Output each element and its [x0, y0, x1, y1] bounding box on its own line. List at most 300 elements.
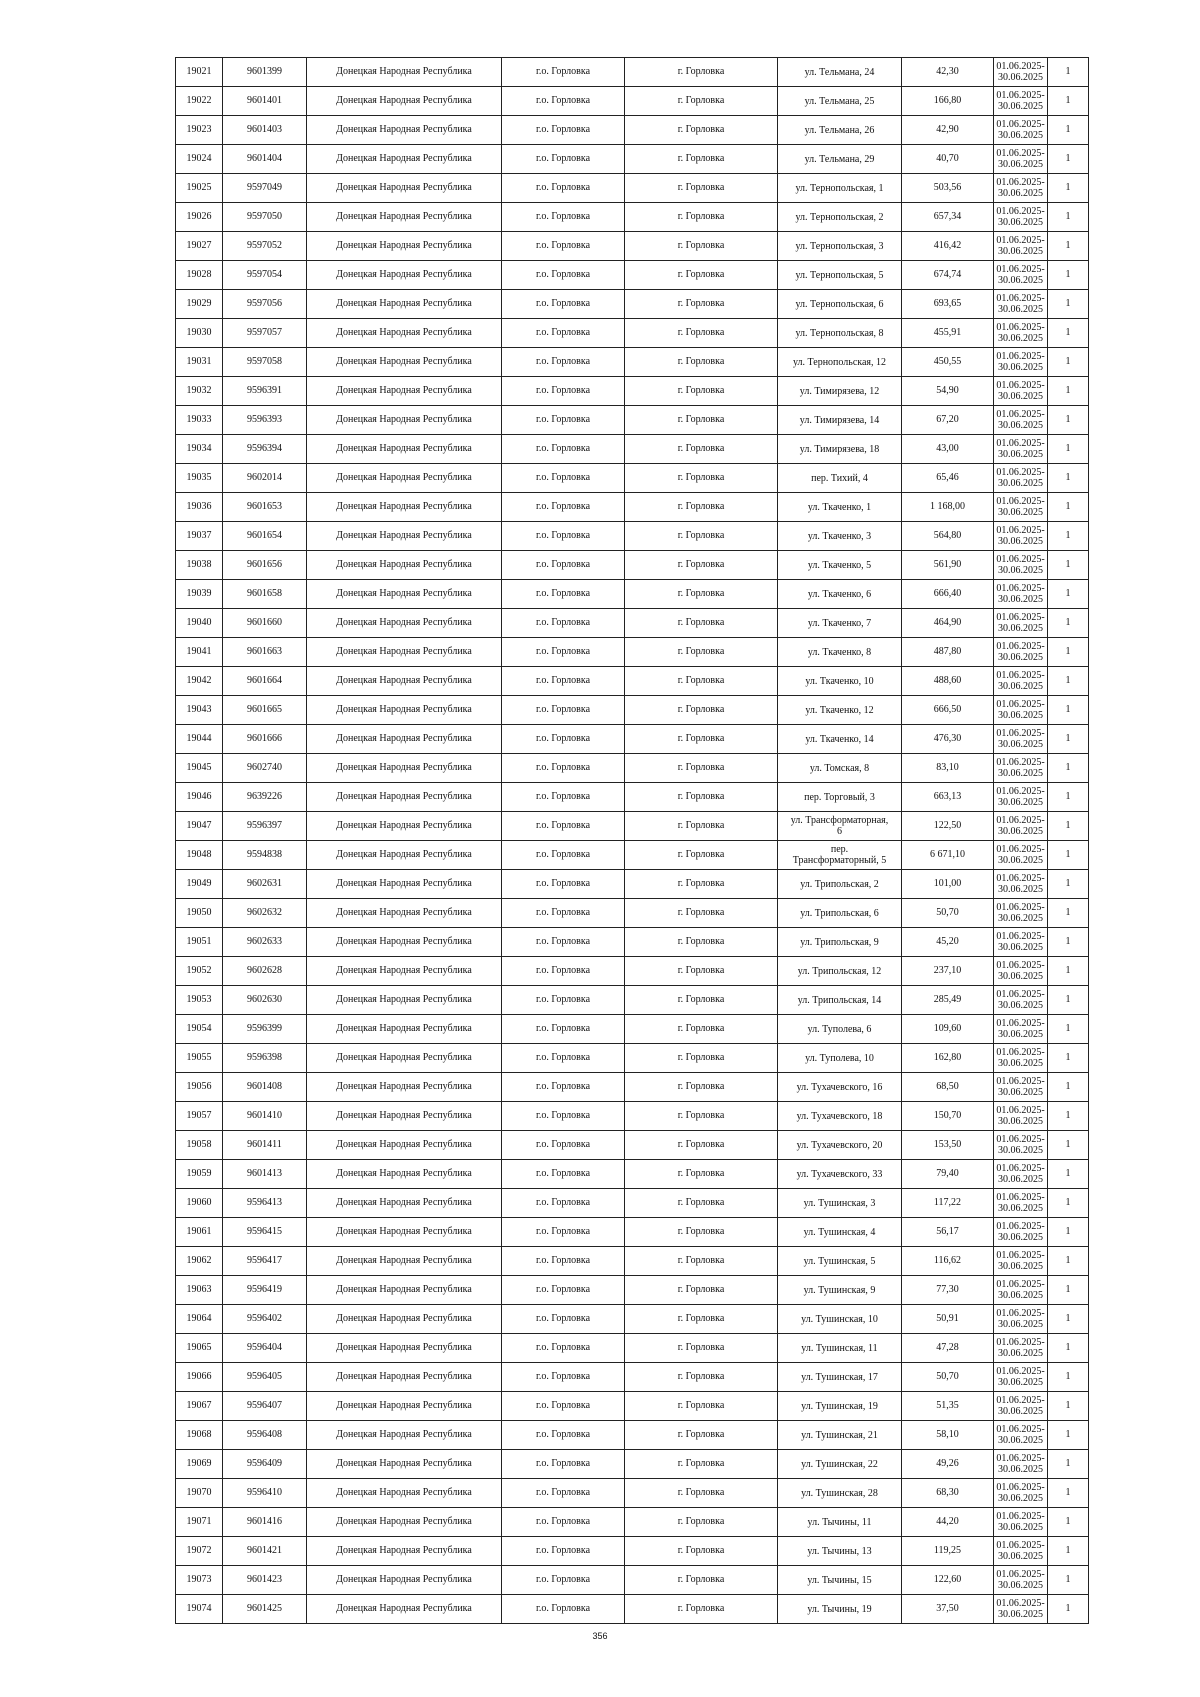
- cell-cadastral-id: 9596410: [223, 1479, 307, 1508]
- cell-region: Донецкая Народная Республика: [307, 1566, 502, 1595]
- cell-count: 1: [1048, 667, 1089, 696]
- cell-settlement: г. Горловка: [625, 899, 778, 928]
- cell-row-number: 19037: [176, 522, 223, 551]
- cell-municipality: г.о. Горловка: [502, 1595, 625, 1624]
- cell-street-address: ул. Тимирязева, 12: [778, 377, 902, 406]
- cell-area: 561,90: [902, 551, 994, 580]
- cell-street-address: ул. Тернопольская, 12: [778, 348, 902, 377]
- cell-area: 37,50: [902, 1595, 994, 1624]
- cell-municipality: г.о. Горловка: [502, 203, 625, 232]
- cell-settlement: г. Горловка: [625, 435, 778, 464]
- cell-row-number: 19042: [176, 667, 223, 696]
- table-row: [176, 348, 1089, 377]
- cell-cadastral-id: 9597052: [223, 232, 307, 261]
- cell-period: 01.06.2025- 30.06.2025: [994, 551, 1048, 580]
- cell-area: 42,90: [902, 116, 994, 145]
- cell-cadastral-id: 9601656: [223, 551, 307, 580]
- cell-count: 1: [1048, 1566, 1089, 1595]
- cell-street-address: ул. Тушинская, 3: [778, 1189, 902, 1218]
- cell-municipality: г.о. Горловка: [502, 290, 625, 319]
- cell-area: 68,50: [902, 1073, 994, 1102]
- cell-count: 1: [1048, 841, 1089, 870]
- cell-row-number: 19058: [176, 1131, 223, 1160]
- cell-period: 01.06.2025- 30.06.2025: [994, 783, 1048, 812]
- cell-settlement: г. Горловка: [625, 667, 778, 696]
- cell-municipality: г.о. Горловка: [502, 1247, 625, 1276]
- cell-region: Донецкая Народная Республика: [307, 348, 502, 377]
- cell-area: 162,80: [902, 1044, 994, 1073]
- cell-period: 01.06.2025- 30.06.2025: [994, 1450, 1048, 1479]
- cell-cadastral-id: 9601664: [223, 667, 307, 696]
- table-row: [176, 870, 1089, 899]
- cell-row-number: 19027: [176, 232, 223, 261]
- cell-municipality: г.о. Горловка: [502, 1276, 625, 1305]
- cell-period: 01.06.2025- 30.06.2025: [994, 754, 1048, 783]
- cell-row-number: 19035: [176, 464, 223, 493]
- cell-municipality: г.о. Горловка: [502, 551, 625, 580]
- cell-count: 1: [1048, 1363, 1089, 1392]
- cell-period: 01.06.2025- 30.06.2025: [994, 261, 1048, 290]
- cell-row-number: 19072: [176, 1537, 223, 1566]
- cell-settlement: г. Горловка: [625, 1334, 778, 1363]
- cell-period: 01.06.2025- 30.06.2025: [994, 203, 1048, 232]
- cell-municipality: г.о. Горловка: [502, 899, 625, 928]
- cell-area: 77,30: [902, 1276, 994, 1305]
- cell-count: 1: [1048, 1276, 1089, 1305]
- cell-area: 68,30: [902, 1479, 994, 1508]
- cell-municipality: г.о. Горловка: [502, 493, 625, 522]
- table-row: [176, 812, 1089, 841]
- cell-count: 1: [1048, 1131, 1089, 1160]
- cell-cadastral-id: 9597049: [223, 174, 307, 203]
- cell-row-number: 19047: [176, 812, 223, 841]
- cell-settlement: г. Горловка: [625, 1537, 778, 1566]
- cell-street-address: ул. Туполева, 6: [778, 1015, 902, 1044]
- cell-settlement: г. Горловка: [625, 1247, 778, 1276]
- table-row: [176, 116, 1089, 145]
- cell-region: Донецкая Народная Республика: [307, 783, 502, 812]
- cell-area: 666,50: [902, 696, 994, 725]
- cell-municipality: г.о. Горловка: [502, 841, 625, 870]
- cell-cadastral-id: 9596413: [223, 1189, 307, 1218]
- table-row: [176, 1566, 1089, 1595]
- cell-area: 42,30: [902, 58, 994, 87]
- cell-settlement: г. Горловка: [625, 609, 778, 638]
- cell-row-number: 19068: [176, 1421, 223, 1450]
- cell-area: 44,20: [902, 1508, 994, 1537]
- cell-municipality: г.о. Горловка: [502, 1189, 625, 1218]
- cell-street-address: ул. Трипольская, 6: [778, 899, 902, 928]
- cell-cadastral-id: 9602740: [223, 754, 307, 783]
- cell-period: 01.06.2025- 30.06.2025: [994, 406, 1048, 435]
- cell-cadastral-id: 9601425: [223, 1595, 307, 1624]
- cell-count: 1: [1048, 493, 1089, 522]
- table-row: [176, 928, 1089, 957]
- cell-region: Донецкая Народная Республика: [307, 261, 502, 290]
- cell-count: 1: [1048, 870, 1089, 899]
- cell-settlement: г. Горловка: [625, 986, 778, 1015]
- cell-count: 1: [1048, 812, 1089, 841]
- cell-region: Донецкая Народная Республика: [307, 667, 502, 696]
- cell-cadastral-id: 9602014: [223, 464, 307, 493]
- cell-count: 1: [1048, 116, 1089, 145]
- cell-municipality: г.о. Горловка: [502, 1218, 625, 1247]
- cell-municipality: г.о. Горловка: [502, 1015, 625, 1044]
- cell-count: 1: [1048, 551, 1089, 580]
- cell-street-address: ул. Тычины, 11: [778, 1508, 902, 1537]
- table-row: [176, 290, 1089, 319]
- cell-cadastral-id: 9596408: [223, 1421, 307, 1450]
- cell-street-address: ул. Трансформаторная, 6: [778, 812, 902, 841]
- cell-cadastral-id: 9601410: [223, 1102, 307, 1131]
- cell-area: 40,70: [902, 145, 994, 174]
- cell-count: 1: [1048, 58, 1089, 87]
- cell-region: Донецкая Народная Республика: [307, 957, 502, 986]
- table-row: [176, 464, 1089, 493]
- cell-region: Донецкая Народная Республика: [307, 1044, 502, 1073]
- table-row: [176, 551, 1089, 580]
- cell-settlement: г. Горловка: [625, 754, 778, 783]
- cell-region: Донецкая Народная Республика: [307, 1421, 502, 1450]
- cell-period: 01.06.2025- 30.06.2025: [994, 1566, 1048, 1595]
- cell-row-number: 19039: [176, 580, 223, 609]
- cell-period: 01.06.2025- 30.06.2025: [994, 116, 1048, 145]
- cell-row-number: 19021: [176, 58, 223, 87]
- cell-street-address: ул. Тычины, 13: [778, 1537, 902, 1566]
- cell-cadastral-id: 9601663: [223, 638, 307, 667]
- cell-count: 1: [1048, 1044, 1089, 1073]
- table-row: [176, 1015, 1089, 1044]
- cell-row-number: 19031: [176, 348, 223, 377]
- cell-region: Донецкая Народная Республика: [307, 464, 502, 493]
- cell-cadastral-id: 9601413: [223, 1160, 307, 1189]
- cell-region: Донецкая Народная Республика: [307, 870, 502, 899]
- cell-settlement: г. Горловка: [625, 725, 778, 754]
- cell-region: Донецкая Народная Республика: [307, 1450, 502, 1479]
- cell-municipality: г.о. Горловка: [502, 638, 625, 667]
- cell-count: 1: [1048, 464, 1089, 493]
- table-row: [176, 1189, 1089, 1218]
- cell-count: 1: [1048, 232, 1089, 261]
- cell-cadastral-id: 9602630: [223, 986, 307, 1015]
- cell-municipality: г.о. Горловка: [502, 261, 625, 290]
- cell-region: Донецкая Народная Республика: [307, 899, 502, 928]
- cell-period: 01.06.2025- 30.06.2025: [994, 435, 1048, 464]
- cell-count: 1: [1048, 174, 1089, 203]
- cell-period: 01.06.2025- 30.06.2025: [994, 1276, 1048, 1305]
- cell-municipality: г.о. Горловка: [502, 522, 625, 551]
- cell-period: 01.06.2025- 30.06.2025: [994, 1073, 1048, 1102]
- cell-cadastral-id: 9601403: [223, 116, 307, 145]
- cell-period: 01.06.2025- 30.06.2025: [994, 1363, 1048, 1392]
- cell-street-address: ул. Ткаченко, 6: [778, 580, 902, 609]
- cell-period: 01.06.2025- 30.06.2025: [994, 290, 1048, 319]
- cell-municipality: г.о. Горловка: [502, 928, 625, 957]
- cell-row-number: 19071: [176, 1508, 223, 1537]
- cell-cadastral-id: 9602631: [223, 870, 307, 899]
- cell-period: 01.06.2025- 30.06.2025: [994, 1044, 1048, 1073]
- cell-region: Донецкая Народная Республика: [307, 232, 502, 261]
- table-row: [176, 986, 1089, 1015]
- cell-street-address: ул. Тухачевского, 20: [778, 1131, 902, 1160]
- cell-period: 01.06.2025- 30.06.2025: [994, 87, 1048, 116]
- cell-cadastral-id: 9601416: [223, 1508, 307, 1537]
- cell-area: 51,35: [902, 1392, 994, 1421]
- cell-area: 117,22: [902, 1189, 994, 1218]
- cell-count: 1: [1048, 1421, 1089, 1450]
- cell-cadastral-id: 9601401: [223, 87, 307, 116]
- cell-street-address: ул. Тухачевского, 33: [778, 1160, 902, 1189]
- cell-settlement: г. Горловка: [625, 174, 778, 203]
- cell-period: 01.06.2025- 30.06.2025: [994, 58, 1048, 87]
- cell-row-number: 19055: [176, 1044, 223, 1073]
- cell-row-number: 19064: [176, 1305, 223, 1334]
- cell-municipality: г.о. Горловка: [502, 957, 625, 986]
- cell-row-number: 19044: [176, 725, 223, 754]
- cell-period: 01.06.2025- 30.06.2025: [994, 725, 1048, 754]
- cell-area: 237,10: [902, 957, 994, 986]
- table-row: [176, 493, 1089, 522]
- table-row: [176, 1450, 1089, 1479]
- cell-municipality: г.о. Горловка: [502, 725, 625, 754]
- cell-area: 487,80: [902, 638, 994, 667]
- cell-municipality: г.о. Горловка: [502, 174, 625, 203]
- cell-count: 1: [1048, 609, 1089, 638]
- table-row: [176, 145, 1089, 174]
- cell-count: 1: [1048, 290, 1089, 319]
- cell-cadastral-id: 9596398: [223, 1044, 307, 1073]
- cell-cadastral-id: 9597054: [223, 261, 307, 290]
- cell-count: 1: [1048, 725, 1089, 754]
- cell-row-number: 19038: [176, 551, 223, 580]
- cell-settlement: г. Горловка: [625, 1450, 778, 1479]
- table-row: [176, 1218, 1089, 1247]
- cell-street-address: пер. Торговый, 3: [778, 783, 902, 812]
- cell-street-address: ул. Тушинская, 21: [778, 1421, 902, 1450]
- cell-row-number: 19066: [176, 1363, 223, 1392]
- cell-row-number: 19065: [176, 1334, 223, 1363]
- cell-municipality: г.о. Горловка: [502, 667, 625, 696]
- cell-region: Донецкая Народная Республика: [307, 406, 502, 435]
- cell-municipality: г.о. Горловка: [502, 1160, 625, 1189]
- table-row: [176, 1305, 1089, 1334]
- cell-street-address: ул. Тушинская, 9: [778, 1276, 902, 1305]
- cell-region: Донецкая Народная Республика: [307, 145, 502, 174]
- cell-street-address: ул. Ткаченко, 12: [778, 696, 902, 725]
- cell-settlement: г. Горловка: [625, 696, 778, 725]
- cell-cadastral-id: 9601660: [223, 609, 307, 638]
- cell-area: 150,70: [902, 1102, 994, 1131]
- cell-period: 01.06.2025- 30.06.2025: [994, 1160, 1048, 1189]
- cell-region: Донецкая Народная Республика: [307, 1131, 502, 1160]
- cell-settlement: г. Горловка: [625, 1160, 778, 1189]
- cell-settlement: г. Горловка: [625, 116, 778, 145]
- cell-cadastral-id: 9596417: [223, 1247, 307, 1276]
- cell-area: 67,20: [902, 406, 994, 435]
- cell-period: 01.06.2025- 30.06.2025: [994, 1102, 1048, 1131]
- cell-settlement: г. Горловка: [625, 1421, 778, 1450]
- cell-municipality: г.о. Горловка: [502, 1363, 625, 1392]
- cell-row-number: 19061: [176, 1218, 223, 1247]
- cell-row-number: 19052: [176, 957, 223, 986]
- cell-period: 01.06.2025- 30.06.2025: [994, 348, 1048, 377]
- cell-row-number: 19032: [176, 377, 223, 406]
- table-row: [176, 1073, 1089, 1102]
- cell-area: 65,46: [902, 464, 994, 493]
- cell-street-address: ул. Тухачевского, 18: [778, 1102, 902, 1131]
- cell-street-address: ул. Ткаченко, 1: [778, 493, 902, 522]
- cell-municipality: г.о. Горловка: [502, 1102, 625, 1131]
- cell-street-address: ул. Ткаченко, 7: [778, 609, 902, 638]
- cell-region: Донецкая Народная Республика: [307, 580, 502, 609]
- cell-region: Донецкая Народная Республика: [307, 1537, 502, 1566]
- cell-municipality: г.о. Горловка: [502, 1508, 625, 1537]
- cell-row-number: 19054: [176, 1015, 223, 1044]
- cell-count: 1: [1048, 638, 1089, 667]
- cell-region: Донецкая Народная Республика: [307, 58, 502, 87]
- cell-period: 01.06.2025- 30.06.2025: [994, 667, 1048, 696]
- cell-area: 285,49: [902, 986, 994, 1015]
- cell-count: 1: [1048, 1334, 1089, 1363]
- cell-settlement: г. Горловка: [625, 1073, 778, 1102]
- cell-municipality: г.о. Горловка: [502, 1537, 625, 1566]
- cell-period: 01.06.2025- 30.06.2025: [994, 638, 1048, 667]
- cell-row-number: 19045: [176, 754, 223, 783]
- cell-settlement: г. Горловка: [625, 522, 778, 551]
- cell-period: 01.06.2025- 30.06.2025: [994, 841, 1048, 870]
- table-row: [176, 696, 1089, 725]
- cell-area: 101,00: [902, 870, 994, 899]
- table-row: [176, 1537, 1089, 1566]
- cell-region: Донецкая Народная Республика: [307, 1595, 502, 1624]
- cell-area: 674,74: [902, 261, 994, 290]
- cell-row-number: 19067: [176, 1392, 223, 1421]
- cell-row-number: 19069: [176, 1450, 223, 1479]
- cell-municipality: г.о. Горловка: [502, 754, 625, 783]
- table-row: [176, 406, 1089, 435]
- cell-period: 01.06.2025- 30.06.2025: [994, 174, 1048, 203]
- cell-settlement: г. Горловка: [625, 1566, 778, 1595]
- cell-municipality: г.о. Горловка: [502, 1421, 625, 1450]
- cell-municipality: г.о. Горловка: [502, 1334, 625, 1363]
- cell-region: Донецкая Народная Республика: [307, 928, 502, 957]
- cell-period: 01.06.2025- 30.06.2025: [994, 145, 1048, 174]
- cell-row-number: 19050: [176, 899, 223, 928]
- cell-municipality: г.о. Горловка: [502, 435, 625, 464]
- cell-row-number: 19028: [176, 261, 223, 290]
- cell-region: Донецкая Народная Республика: [307, 203, 502, 232]
- cell-settlement: г. Горловка: [625, 1102, 778, 1131]
- cell-municipality: г.о. Горловка: [502, 986, 625, 1015]
- table-row: [176, 174, 1089, 203]
- cell-municipality: г.о. Горловка: [502, 348, 625, 377]
- cell-area: 464,90: [902, 609, 994, 638]
- table-row: [176, 638, 1089, 667]
- cell-municipality: г.о. Горловка: [502, 1073, 625, 1102]
- cell-area: 109,60: [902, 1015, 994, 1044]
- cell-street-address: ул. Тушинская, 17: [778, 1363, 902, 1392]
- cell-count: 1: [1048, 522, 1089, 551]
- cell-street-address: ул. Трипольская, 2: [778, 870, 902, 899]
- cell-settlement: г. Горловка: [625, 493, 778, 522]
- cell-street-address: ул. Тухачевского, 16: [778, 1073, 902, 1102]
- cell-count: 1: [1048, 1218, 1089, 1247]
- cell-region: Донецкая Народная Республика: [307, 493, 502, 522]
- cell-row-number: 19025: [176, 174, 223, 203]
- cell-row-number: 19043: [176, 696, 223, 725]
- cell-count: 1: [1048, 580, 1089, 609]
- cell-count: 1: [1048, 348, 1089, 377]
- cell-period: 01.06.2025- 30.06.2025: [994, 928, 1048, 957]
- cell-period: 01.06.2025- 30.06.2025: [994, 957, 1048, 986]
- property-table: [175, 57, 1089, 1624]
- cell-street-address: ул. Тушинская, 5: [778, 1247, 902, 1276]
- cell-period: 01.06.2025- 30.06.2025: [994, 870, 1048, 899]
- cell-count: 1: [1048, 319, 1089, 348]
- cell-count: 1: [1048, 377, 1089, 406]
- cell-row-number: 19026: [176, 203, 223, 232]
- cell-cadastral-id: 9597057: [223, 319, 307, 348]
- cell-street-address: пер. Трансформаторный, 5: [778, 841, 902, 870]
- cell-settlement: г. Горловка: [625, 1363, 778, 1392]
- cell-period: 01.06.2025- 30.06.2025: [994, 899, 1048, 928]
- cell-area: 122,50: [902, 812, 994, 841]
- cell-count: 1: [1048, 1073, 1089, 1102]
- cell-cadastral-id: 9596393: [223, 406, 307, 435]
- table-row: [176, 1421, 1089, 1450]
- cell-street-address: ул. Тернопольская, 8: [778, 319, 902, 348]
- cell-cadastral-id: 9601408: [223, 1073, 307, 1102]
- table-row: [176, 319, 1089, 348]
- cell-settlement: г. Горловка: [625, 841, 778, 870]
- table-row: [176, 754, 1089, 783]
- cell-street-address: ул. Тушинская, 11: [778, 1334, 902, 1363]
- cell-settlement: г. Горловка: [625, 290, 778, 319]
- cell-settlement: г. Горловка: [625, 928, 778, 957]
- cell-count: 1: [1048, 203, 1089, 232]
- cell-region: Донецкая Народная Республика: [307, 87, 502, 116]
- cell-area: 83,10: [902, 754, 994, 783]
- table-row: [176, 667, 1089, 696]
- cell-area: 47,28: [902, 1334, 994, 1363]
- cell-settlement: г. Горловка: [625, 319, 778, 348]
- cell-region: Донецкая Народная Республика: [307, 638, 502, 667]
- cell-count: 1: [1048, 928, 1089, 957]
- cell-period: 01.06.2025- 30.06.2025: [994, 609, 1048, 638]
- cell-period: 01.06.2025- 30.06.2025: [994, 493, 1048, 522]
- cell-area: 564,80: [902, 522, 994, 551]
- cell-street-address: ул. Ткаченко, 8: [778, 638, 902, 667]
- cell-settlement: г. Горловка: [625, 377, 778, 406]
- cell-row-number: 19073: [176, 1566, 223, 1595]
- cell-count: 1: [1048, 783, 1089, 812]
- cell-street-address: ул. Тельмана, 24: [778, 58, 902, 87]
- cell-area: 488,60: [902, 667, 994, 696]
- table-row: [176, 232, 1089, 261]
- cell-period: 01.06.2025- 30.06.2025: [994, 580, 1048, 609]
- cell-cadastral-id: 9602628: [223, 957, 307, 986]
- cell-street-address: ул. Тушинская, 19: [778, 1392, 902, 1421]
- cell-region: Донецкая Народная Республика: [307, 754, 502, 783]
- cell-street-address: ул. Трипольская, 12: [778, 957, 902, 986]
- table-row: [176, 261, 1089, 290]
- cell-area: 503,56: [902, 174, 994, 203]
- cell-area: 416,42: [902, 232, 994, 261]
- table-row: [176, 377, 1089, 406]
- cell-street-address: ул. Тернопольская, 6: [778, 290, 902, 319]
- cell-row-number: 19059: [176, 1160, 223, 1189]
- cell-settlement: г. Горловка: [625, 406, 778, 435]
